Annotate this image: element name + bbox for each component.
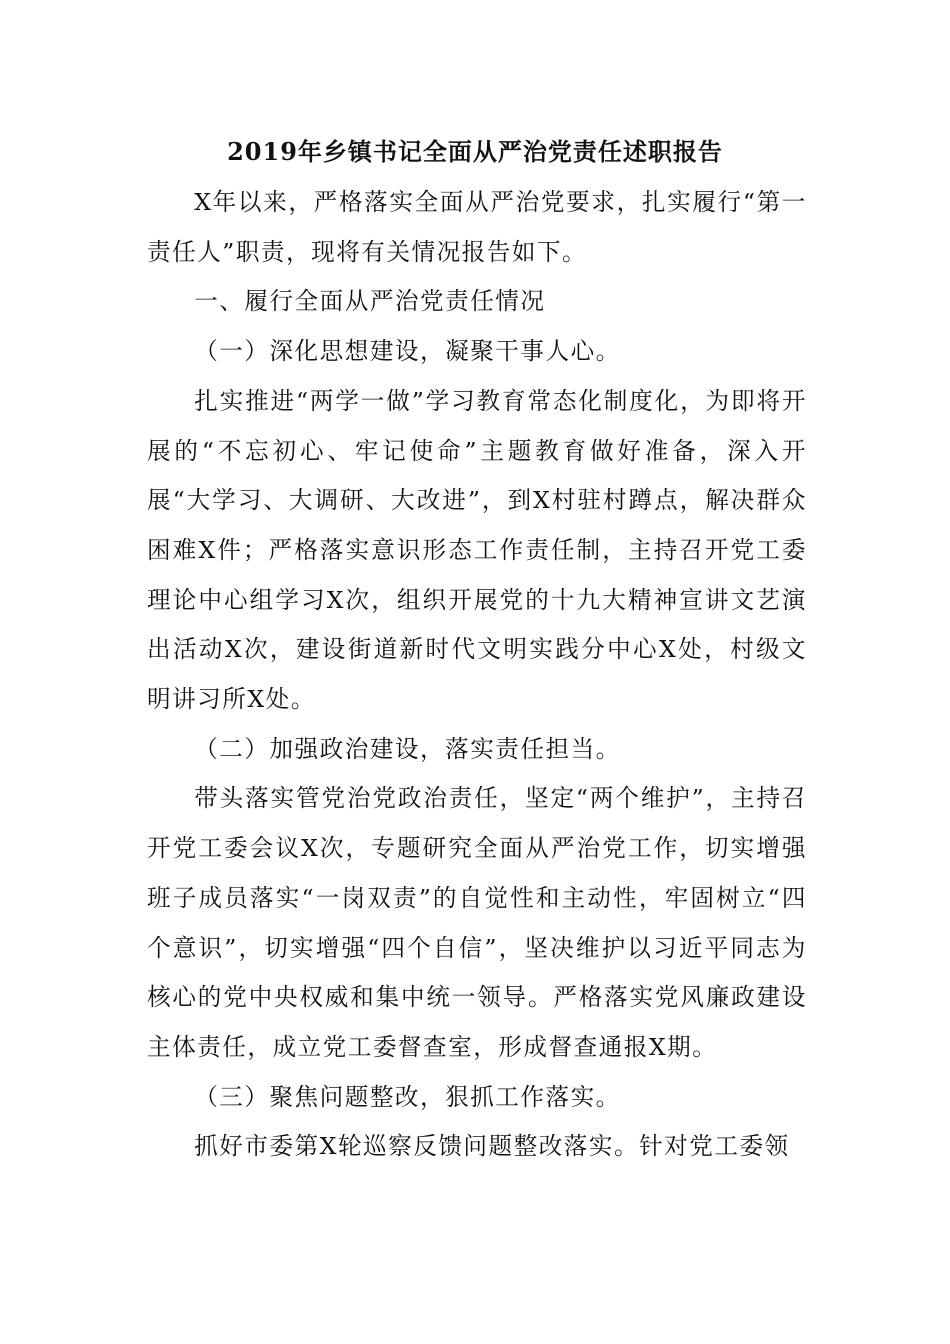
document-title: 2019年乡镇书记全面从严治党责任述职报告 — [227, 137, 723, 166]
intro-paragraph: X年以来，严格落实全面从严治党要求，扎实履行“第一责任人”职责，现将有关情况报告如下。 — [147, 188, 807, 266]
body-paragraph-3: 抓好市委第X轮巡察反馈问题整改落实。针对党工委领 — [194, 1132, 790, 1161]
section-heading-1: 一、履行全面从严治党责任情况 — [194, 287, 546, 316]
subsection-heading-1: （一）深化思想建设，凝聚干事人心。 — [194, 337, 621, 366]
body-paragraph-1: 扎实推进“两学一做”学习教育常态化制度化，为即将开展的“不忘初心、牢记使命”主题教育做好准备，深入开展“大学习、大调研、大改进”，到X村驻村蹲点，解决群众困难X件；严格落实意识形态工作责任制，主持召开党工委理论中心组学习X次，组织开展党的十九大精神宣讲文艺演出活动X次，建设街道新时代文明实践分中心X处，村级文明讲习所X处。 — [147, 386, 807, 714]
document-body — [147, 178, 807, 1172]
subsection-heading-3: （三）聚焦问题整改，狠抓工作落实。 — [194, 1082, 621, 1111]
subsection-heading-2: （二）加强政治建设，落实责任担当。 — [194, 734, 621, 763]
body-paragraph-2: 带头落实管党治党政治责任，坚定“两个维护”，主持召开党工委会议X次，专题研究全面从严治党工作，切实增强班子成员落实“一岗双责”的自觉性和主动性，牢固树立“四个意识”，切实增强“四个自信”，坚决维护以习近平同志为核心的党中央权威和集中统一领导。严格落实党风廉政建设主体责任，成立党工委督查室，形成督查通报X期。 — [147, 784, 807, 1061]
